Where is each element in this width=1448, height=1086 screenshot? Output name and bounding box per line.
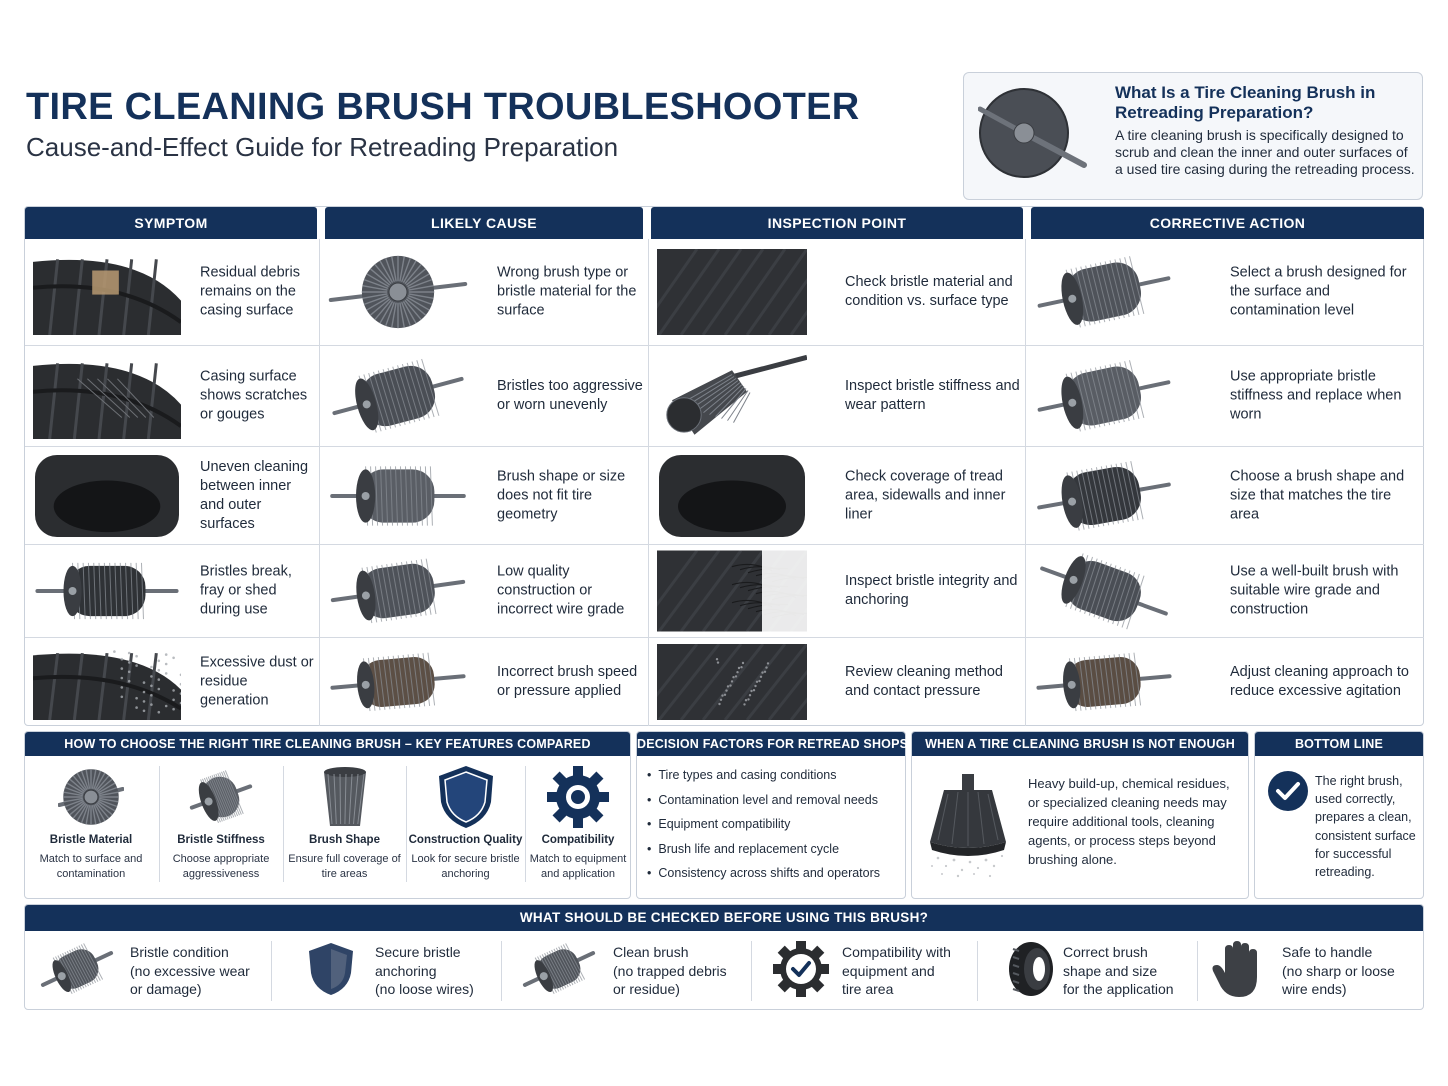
table-cell-corrective-action xyxy=(1026,638,1424,726)
cell-text: Uneven cleaning between inner and outer surfaces xyxy=(200,458,309,532)
flap-wheel-icon xyxy=(58,764,124,830)
cell-text: Review cleaning method and contact pressure xyxy=(845,664,1003,699)
checklist-text: Secure bristle anchoring (no loose wires) xyxy=(375,944,474,997)
feature-card xyxy=(525,762,631,886)
cell-text: Check bristle material and condition vs. surface type xyxy=(845,274,1013,309)
tire-surface-image xyxy=(657,249,807,335)
table-cell-likely-cause xyxy=(320,239,649,346)
brush-icon xyxy=(37,941,117,997)
checklist-item xyxy=(271,935,501,1007)
column-header-likely-cause: LIKELY CAUSE xyxy=(325,207,643,239)
gear-check-icon xyxy=(773,941,829,997)
bottom-line-body: The right brush, used correctly, prepares a clean, consistent surface for successful retreading. xyxy=(1315,774,1416,880)
feature-title: Brush Shape xyxy=(309,834,380,846)
cell-text: Low quality construction or incorrect wire grade xyxy=(497,563,625,618)
tire-inner-image xyxy=(657,453,807,539)
checklist-text: Safe to handle (no sharp or loose wire ends) xyxy=(1282,944,1395,997)
feature-card xyxy=(159,762,283,886)
cylinder-brush-image xyxy=(328,551,468,632)
feature-card xyxy=(25,762,157,886)
page-subtitle: Cause-and-Effect Guide for Retreading Preparation xyxy=(26,132,619,162)
feature-title: Construction Quality xyxy=(408,834,523,846)
shield-icon xyxy=(303,941,359,997)
gear-icon xyxy=(545,764,611,830)
feature-desc: Match to surface and contamination xyxy=(39,853,143,880)
table-cell-corrective-action xyxy=(1026,346,1424,447)
column-header-symptom: SYMPTOM xyxy=(25,207,317,239)
troubleshooting-matrix xyxy=(24,206,1424,726)
cell-text: Bristles break, fray or shed during use xyxy=(200,563,292,618)
feature-card xyxy=(406,762,525,886)
info-title: What Is a Tire Cleaning Brush in Retreading Preparation? xyxy=(1115,83,1376,122)
key-features-header: HOW TO CHOOSE THE RIGHT TIRE CLEANING BRUSH – KEY FEATURES COMPARED xyxy=(25,732,630,756)
page-title: TIRE CLEANING BRUSH TROUBLESHOOTER xyxy=(26,86,860,128)
cell-text: Use appropriate bristle stiffness and replace when worn xyxy=(1230,368,1402,423)
checklist-item xyxy=(1197,935,1423,1007)
checklist-text: Bristle condition (no excessive wear or damage) xyxy=(130,944,250,997)
checklist-text: Clean brush (no trapped debris or residue) xyxy=(613,944,727,997)
cylinder-brush-icon xyxy=(188,764,254,830)
cell-text: Select a brush designed for the surface and contamination level xyxy=(1230,264,1407,319)
cell-text: Adjust cleaning approach to reduce excessive agitation xyxy=(1230,664,1409,699)
column-header-inspection-point: INSPECTION POINT xyxy=(651,207,1023,239)
tire-debris-image xyxy=(33,249,181,335)
feature-title: Compatibility xyxy=(541,834,615,846)
cylinder-brush-image xyxy=(1034,551,1174,632)
decision-factors-panel xyxy=(636,731,909,899)
not-enough-header: WHEN A TIRE CLEANING BRUSH IS NOT ENOUGH xyxy=(912,732,1248,756)
cell-text: Inspect bristle stiffness and wear pattern xyxy=(845,378,1020,413)
table-cell-symptom xyxy=(25,447,320,545)
checklist-header: WHAT SHOULD BE CHECKED BEFORE USING THIS BRUSH? xyxy=(25,905,1423,931)
checklist-text: Correct brush shape and size for the application xyxy=(1063,944,1174,997)
brush-icon xyxy=(519,941,599,997)
key-features-panel xyxy=(24,731,631,899)
table-cell-symptom xyxy=(25,638,320,726)
table-cell-inspection-point xyxy=(649,239,1026,346)
tire-inner-image xyxy=(33,453,181,539)
cylinder-brush-image xyxy=(1034,353,1174,439)
feature-title: Bristle Stiffness xyxy=(177,834,265,846)
list-item: • Brush life and replacement cycle xyxy=(647,842,880,867)
dusty-surface-image xyxy=(657,644,807,720)
not-enough-panel xyxy=(911,731,1249,899)
table-cell-likely-cause xyxy=(320,346,649,447)
cell-text: Wrong brush type or bristle material for the surface xyxy=(497,264,637,319)
cylinder-brush-image xyxy=(328,353,468,439)
dusty-tire-image xyxy=(33,644,181,720)
tire-icon xyxy=(1003,941,1059,997)
flap-wheel-brush-image xyxy=(978,83,1088,189)
list-item: • Tire types and casing conditions xyxy=(647,768,880,793)
cell-text: Check coverage of tread area, sidewalls and inner liner xyxy=(845,468,1006,522)
table-cell-inspection-point xyxy=(649,447,1026,545)
cell-text: Brush shape or size does not fit tire geometry xyxy=(497,468,626,522)
cup-brush-dust-image xyxy=(918,770,1020,882)
cell-text: Use a well-built brush with suitable wire grade and construction xyxy=(1230,563,1399,618)
decision-factors-list xyxy=(647,768,880,891)
table-cell-symptom xyxy=(25,545,320,638)
cell-text: Excessive dust or residue generation xyxy=(200,654,314,709)
cylinder-brush-image xyxy=(328,453,468,539)
not-enough-body: Heavy build-up, chemical residues, or specialized cleaning needs may require additional tools, cleaning agents, or process steps beyond brushing alone. xyxy=(1028,776,1230,867)
scratched-casing-image xyxy=(33,353,181,439)
list-item: • Contamination level and removal needs xyxy=(647,793,880,818)
list-item: • Equipment compatibility xyxy=(647,817,880,842)
shield-icon xyxy=(433,764,499,830)
cell-text: Casing surface shows scratches or gouges xyxy=(200,368,308,423)
checkmark-icon xyxy=(1267,770,1309,812)
feature-title: Bristle Material xyxy=(49,834,133,846)
cell-text: Inspect bristle integrity and anchoring xyxy=(845,573,1018,608)
cylinder-brush-image xyxy=(328,644,468,720)
info-body: A tire cleaning brush is specifically designed to scrub and clean the inner and outer surfaces of a used tire casing during the retreading process. xyxy=(1115,127,1415,177)
list-item: • Consistency across shifts and operators xyxy=(647,866,880,891)
cell-text: Choose a brush shape and size that matches the tire area xyxy=(1230,468,1405,522)
decision-factors-header: DECISION FACTORS FOR RETREAD SHOPS xyxy=(637,732,905,756)
table-cell-likely-cause xyxy=(320,447,649,545)
column-header-corrective-action: CORRECTIVE ACTION xyxy=(1031,207,1424,239)
worn-brush-image xyxy=(657,353,807,439)
feature-desc: Match to equipment and application xyxy=(529,853,627,880)
pre-use-checklist xyxy=(24,904,1424,1010)
feature-desc: Ensure full coverage of tire areas xyxy=(288,853,401,880)
frayed-bristles-image xyxy=(657,551,807,632)
table-cell-corrective-action xyxy=(1026,239,1424,346)
table-cell-symptom xyxy=(25,239,320,346)
cylinder-brush-image xyxy=(1034,453,1174,539)
table-cell-inspection-point xyxy=(649,346,1026,447)
checklist-item xyxy=(25,935,271,1007)
cell-text: Residual debris remains on the casing surface xyxy=(200,264,300,319)
cup-brush-icon xyxy=(312,764,378,830)
table-cell-inspection-point xyxy=(649,638,1026,726)
table-cell-symptom xyxy=(25,346,320,447)
checklist-text: Compatibility with equipment and tire area xyxy=(842,944,951,997)
feature-desc: Choose appropriate aggressiveness xyxy=(172,853,270,880)
cylinder-brush-image xyxy=(1034,249,1174,335)
table-cell-corrective-action xyxy=(1026,545,1424,638)
cylinder-brush-image xyxy=(1034,644,1174,720)
bottom-line-header: BOTTOM LINE xyxy=(1255,732,1423,756)
table-cell-inspection-point xyxy=(649,545,1026,638)
table-cell-likely-cause xyxy=(320,545,649,638)
cell-text: Bristles too aggressive or worn unevenly xyxy=(497,378,643,413)
feature-desc: Look for secure bristle anchoring xyxy=(411,853,520,880)
checklist-item xyxy=(751,935,977,1007)
table-cell-likely-cause xyxy=(320,638,649,726)
checklist-item xyxy=(501,935,751,1007)
flap-wheel-brush-image xyxy=(328,249,468,335)
bottom-line-panel xyxy=(1254,731,1424,899)
cell-text: Incorrect brush speed or pressure applied xyxy=(497,664,638,699)
table-cell-corrective-action xyxy=(1026,447,1424,545)
cylinder-brush-image xyxy=(33,551,181,632)
checklist-item xyxy=(977,935,1197,1007)
info-box xyxy=(963,72,1423,200)
glove-icon xyxy=(1211,941,1267,997)
feature-card xyxy=(283,762,406,886)
